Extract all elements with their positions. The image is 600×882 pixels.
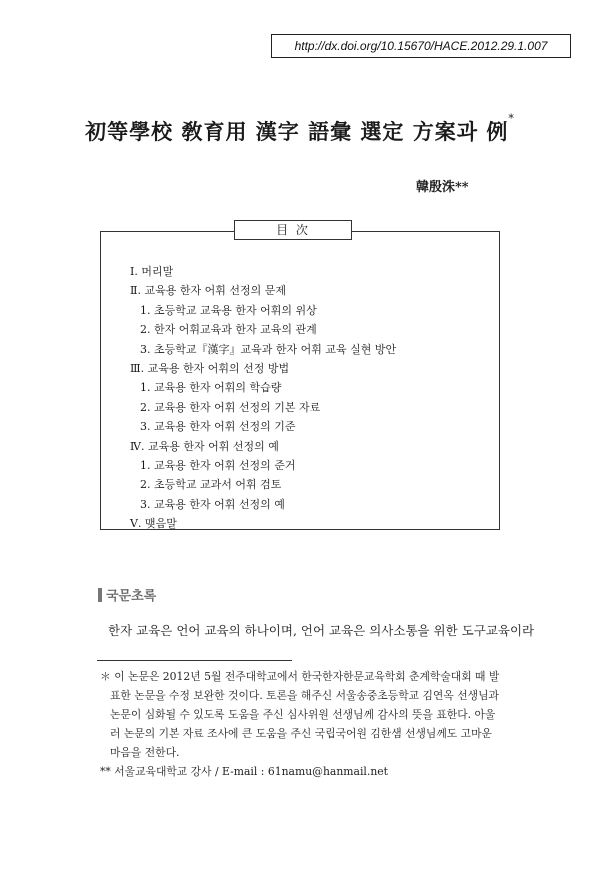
- footnote-1: ＊ 이 논문은 2012년 5월 전주대학교에서 한국한자한문교육학회 춘계학술대회 때 발표한 논문을 수정 보완한 것이다. 토론을 해주신 서울송중초등학교 김연옥 선생님과 논문이 심화될 수 있도록 도움을 주신 심사위원 선생님께 감사의 뜻을 표한다. 아울러 논문의 기본 자료 조사에 큰 도움을 주신 국립국어원 김한샘 선생님께도 고마운 마음을 전한다.: [100, 670, 500, 759]
- toc-item: 1. 교육용 한자 어휘 선정의 준거: [140, 458, 296, 472]
- toc-item: 1. 교육용 한자 어휘의 학습량: [140, 381, 282, 395]
- footnote-2: ** 서울교육대학교 강사 / E-mail : 61namu@hanmail.net: [100, 765, 389, 778]
- toc-item: Ⅰ. 머리말: [130, 265, 174, 278]
- abstract-text: 한자 교육은 언어 교육의 하나이며, 언어 교육은 의사소통을 위한 도구교육이라: [108, 623, 535, 638]
- toc-item: 3. 초등학교『漢字』교육과 한자 어휘 교육 실현 방안: [140, 342, 397, 356]
- abstract-heading: [98, 585, 156, 604]
- toc-list: [130, 262, 396, 533]
- toc-item: 3. 교육용 한자 어휘 선정의 예: [140, 497, 285, 511]
- abstract-heading-text: 국문초록: [106, 589, 157, 604]
- toc-item: Ⅲ. 교육용 한자 어휘의 선정 방법: [130, 361, 290, 375]
- doi-link[interactable]: http://dx.doi.org/10.15670/HACE.2012.29.1.007: [271, 34, 571, 58]
- toc-item: 1. 초등학교 교육용 한자 어휘의 위상: [140, 303, 317, 317]
- paper-title-text: 初等學校 敎育用 漢字 語彙 選定 方案과 例: [85, 119, 509, 144]
- footnotes: [100, 667, 504, 781]
- toc-item: Ⅱ. 교육용 한자 어휘 선정의 문제: [130, 284, 286, 298]
- toc-item: Ⅳ. 교육용 한자 어휘 선정의 예: [130, 439, 279, 453]
- toc-item: 2. 한자 어휘교육과 한자 교육의 관계: [140, 323, 317, 337]
- author-name: 韓殷洙**: [416, 180, 469, 195]
- paper-title: [0, 112, 600, 146]
- toc-item: 2. 초등학교 교과서 어휘 검토: [140, 478, 282, 492]
- heading-bar-icon: [98, 588, 102, 602]
- toc-header: 目 次: [234, 220, 352, 240]
- toc-item: 3. 교육용 한자 어휘 선정의 기준: [140, 420, 296, 434]
- toc-item: 2. 교육용 한자 어휘 선정의 기본 자료: [140, 400, 321, 414]
- toc-item: Ⅴ. 맺음말: [130, 517, 177, 531]
- footnote-divider: [97, 660, 292, 661]
- title-footnote-mark: *: [508, 112, 515, 125]
